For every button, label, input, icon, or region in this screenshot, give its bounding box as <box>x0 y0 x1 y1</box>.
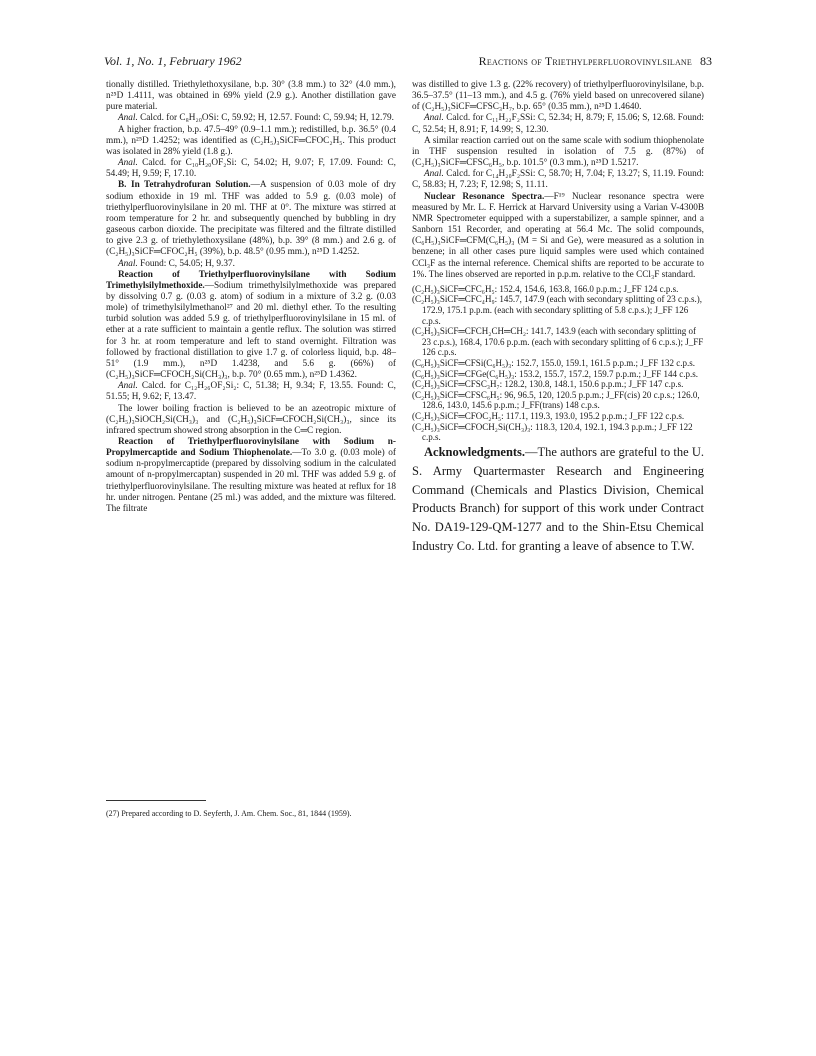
nmr-entry: (C₂H₅)₃SiCF═CFC₆H₅: 152.4, 154.6, 163.8, 166.0 p.p.m.; J_FF 124 c.p.s. <box>412 283 679 294</box>
anal-label: Anal. <box>424 113 444 124</box>
paragraph: A similar reaction carried out on the same scale with sodium thiophenolate in THF suspension resulted in isolation of 7.5 g. (87%) of (C₂H₅)₃SiCF═CFSC₆H₅, b.p. 101.5° (0.3 mm.), n²⁵D 1.5217. <box>412 135 704 169</box>
article-short-title: Reactions of Triethylperfluorovinylsilane <box>478 54 692 68</box>
run-in-heading: Nuclear Resonance Spectra. <box>424 191 545 202</box>
section-paragraph <box>106 270 396 382</box>
nmr-entry: (C₂H₅)₃SiCF═CFCH₂CH═CH₂: 141.7, 143.9 (each with secondary splitting of 23 c.p.s.), 168.4, 170.6 p.p.m. (each with secondary splitting of 6 c.p.s.); J_FF 126 c.p.s. <box>412 326 704 358</box>
paragraph: tionally distilled. Triethylethoxysilane, b.p. 30° (3.8 mm.) to 32° (4.0 mm.), n²⁵D 1.4111, was obtained in 69% yield (2.9 g.). Another distillation gave pure material. <box>106 80 396 113</box>
section-text: —A suspension of 0.03 mole of dry sodium ethoxide in 19 ml. THF was added to 5.9 g. (0.03 mole) of triethylperfluorovinylsilane in 20 ml. THF at 0°. The mixture was stirred at room temperature for 2 hr. and subsequently quenched by bubbling in dry gaseous carbon dioxide. The precipitate was filtered and the filtrate distilled to give 2.3 g. of triethylethoxysilane (48%), b.p. 39° (8 mm.) and 2.6 g. of (C₂H₅)₃SiCF═CFOC₂H₅ (39%), b.p. 48.5° (0.95 mm.), n²⁵D 1.4252. <box>106 180 396 258</box>
paragraph: A higher fraction, b.p. 47.5–49° (0.9–1.1 mm.); redistilled, b.p. 36.5° (0.4 mm.), n²⁵D 1.4252; was identified as (C₂H₅)₃SiCF═CFOC₂H₅. This product was isolated in 28% yield (1.8 g.). <box>106 124 396 157</box>
anal-label: Anal. <box>118 381 138 392</box>
nmr-entry: (C₆H₅)₃SiCF═CFSi(C₆H₅)₃: 152.7, 155.0, 159.1, 161.5 p.p.m.; J_FF 132 c.p.s. <box>412 357 695 368</box>
section-text: —F¹⁹ Nuclear resonance spectra were measured by Mr. L. F. Herrick at Harvard University using a Varian V-4300B NMR Spectrometer equipped with a superstabilizer, a sample spinner, and a Sanborn 151 Recorder, and operating at 56.4 Mc. The solid compounds, (C₆H₅)₃SiCF═CFM(C₆H₅)₃ (M = Si and Ge), were measured as a solution in benzene; in all other cases pure liquid samples were used which contained CCl₃F as the internal reference. Chemical shifts are reported to be accurate to 1%. The lines observed are reported in p.p.m. relative to the CCl₃F standard. <box>412 191 704 280</box>
acknowledgments-text: —The authors are grateful to the U. S. Army Quartermaster Research and Engineering Command (Chemicals and Plastics Division, Chemical Products Branch) for support of this work under Contract No. DA19-129-QM-1277 and to the Shin-Etsu Chemical Industry Co. Ltd. for granting a leave of absence to T.W. <box>412 444 704 554</box>
analysis-paragraph <box>106 158 396 180</box>
left-column <box>106 80 396 515</box>
paragraph: was distilled to give 1.3 g. (22% recovery) of triethylperfluorovinylsilane, b.p. 36.5–37.5° (11–13 mm.), and 4.5 g. (76% yield based on unrecovered silane) of (C₂H₅)₃SiCF═CFSC₃H₇, b.p. 65° (0.35 mm.), n²⁵D 1.4640. <box>412 80 704 113</box>
run-in-heading: Reaction of Triethylperfluorovinylsilane with Sodium Trimethylsilylmethoxide. <box>106 269 396 291</box>
nmr-entry: (C₂H₅)₃SiCF═CFOC₂H₅: 117.1, 119.3, 193.0, 195.2 p.p.m.; J_FF 122 c.p.s. <box>412 410 685 421</box>
anal-label: Anal. <box>118 258 138 269</box>
analysis-paragraph <box>412 169 704 191</box>
footnote: (27) Prepared according to D. Seyferth, J. Am. Chem. Soc., 81, 1844 (1959). <box>106 809 352 818</box>
anal-label: Anal. <box>118 158 138 169</box>
nmr-entry: (C₂H₅)₃SiCF═CFSC₆H₅: 96, 96.5, 120, 120.5 p.p.m.; J_FF(cis) 20 c.p.s.; 126.0, 128.6, 143.0, 145.6 p.p.m.; J_FF(trans) 148 c.p.s. <box>412 389 700 411</box>
nmr-entry: (C₆H₅)₃SiCF═CFGe(C₆H₅)₃: 153.2, 155.7, 157.2, 159.7 p.p.m.; J_FF 144 c.p.s. <box>412 368 698 379</box>
anal-label: Anal. <box>424 169 444 180</box>
section-text: —To 3.0 g. (0.03 mole) of sodium n-propylmercaptide (prepared by dissolving sodium in the calculated amount of n-propylmercaptan) suspended in 20 ml. THF was added 5.9 g. of triethylperfluorovinylsilane. The resulting mixture was heated at reflux for 18 hr. under nitrogen. Pentane (25 ml.) was added, and the mixture was filtered. The filtrate <box>106 448 396 514</box>
running-header-title <box>412 54 712 69</box>
run-in-heading: Reaction of Triethylperfluorovinylsilane with Sodium n-Propylmercaptide and Sodium Thiophenolate. <box>106 437 396 459</box>
section-text: —Sodium trimethylsilylmethoxide was prepared by dissolving 0.7 g. (0.03 g. atom) of sodium in a mixture of 3.2 g. (0.03 mole) of trimethylsilylmethanol²⁷ and 20 ml. diethyl ether. To the resulting turbid solution was added 5.9 g. of triethylperfluorovinylsilane in 15 ml. of ether at a rate sufficient to maintain a gentle reflux. The solution was stirred for 3 hr. at room temperature and left to stand overnight. Filtration was followed by fractional distillation to give 1.7 g. of colorless liquid, b.p. 48–51° (1.9 mm.), n²⁵D 1.4238, and 5.6 g. (66%) of (C₂H₅)₃SiCF═CFOCH₂Si(CH₃)₃, b.p. 70° (0.65 mm.), n²⁵D 1.4362. <box>106 280 396 381</box>
nmr-entry: (C₂H₅)₃SiCF═CFC₄H₉: 145.7, 147.9 (each with secondary splitting of 23 c.p.s.), 172.9, 175.1 p.p.m. (each with secondary splitting of 5.8 c.p.s.); J_FF 126 c.p.s. <box>412 294 703 326</box>
paragraph: The lower boiling fraction is believed to be an azeotropic mixture of (C₂H₅)₃SiOCH₂Si(CH₃)₃ and (C₂H₅)₃SiCF═CFOCH₂Si(CH₃)₃, since its infrared spectrum showed strong absorption in the C═C region. <box>106 403 396 436</box>
right-column <box>412 80 704 556</box>
anal-label: Anal. <box>118 113 138 124</box>
nmr-data-list <box>412 284 704 443</box>
section-paragraph <box>106 437 396 515</box>
anal-text: Calcd. for C₁₀H₂₀OF₂Si: C, 54.02; H, 9.07; F, 17.09. Found: C, 54.49; H, 9.59; F, 17.10. <box>106 158 396 180</box>
anal-text: Calcd. for C₁₁H₂₂F₂SSi: C, 52.34; H, 8.79; F, 15.06; S, 12.68. Found: C, 52.54; H, 8.91; F, 14.99; S, 12.30. <box>412 113 704 135</box>
anal-text: Calcd. for C₁₂H₂₆OF₂Si₂: C, 51.38; H, 9.34; F, 13.55. Found: C, 51.55; H, 9.62; F, 13.47. <box>106 381 396 403</box>
page-number: 83 <box>700 54 712 68</box>
analysis-paragraph <box>106 113 396 124</box>
analysis-paragraph <box>412 113 704 135</box>
acknowledgments-heading: Acknowledgments. <box>424 444 526 459</box>
nmr-entry: (C₂H₅)₃SiCF═CFSC₃H₇: 128.2, 130.8, 148.1, 150.6 p.p.m.; J_FF 147 c.p.s. <box>412 379 684 390</box>
anal-text: Found: C, 54.05; H, 9.37. <box>137 258 235 269</box>
running-header-volume: Vol. 1, No. 1, February 1962 <box>104 54 242 68</box>
acknowledgments <box>412 443 704 556</box>
footnote-rule <box>106 800 206 801</box>
anal-text: Calcd. for C₁₄H₂₀F₂SSi: C, 58.70; H, 7.04; F, 13.27; S, 11.19. Found: C, 58.83; H, 7.23; F, 12.98; S, 11.11. <box>412 169 704 191</box>
nmr-entry: (C₂H₅)₃SiCF═CFOCH₂Si(CH₃)₃: 118.3, 120.4, 192.1, 194.3 p.p.m.; J_FF 122 c.p.s. <box>412 421 693 443</box>
analysis-paragraph <box>106 381 396 403</box>
section-paragraph <box>106 180 396 258</box>
anal-text: Calcd. for C₈H₂₀OSi: C, 59.92; H, 12.57. Found: C, 59.94; H, 12.79. <box>137 113 394 124</box>
analysis-paragraph <box>106 259 396 270</box>
section-paragraph <box>412 192 704 281</box>
run-in-heading: B. In Tetrahydrofuran Solution. <box>118 180 251 191</box>
